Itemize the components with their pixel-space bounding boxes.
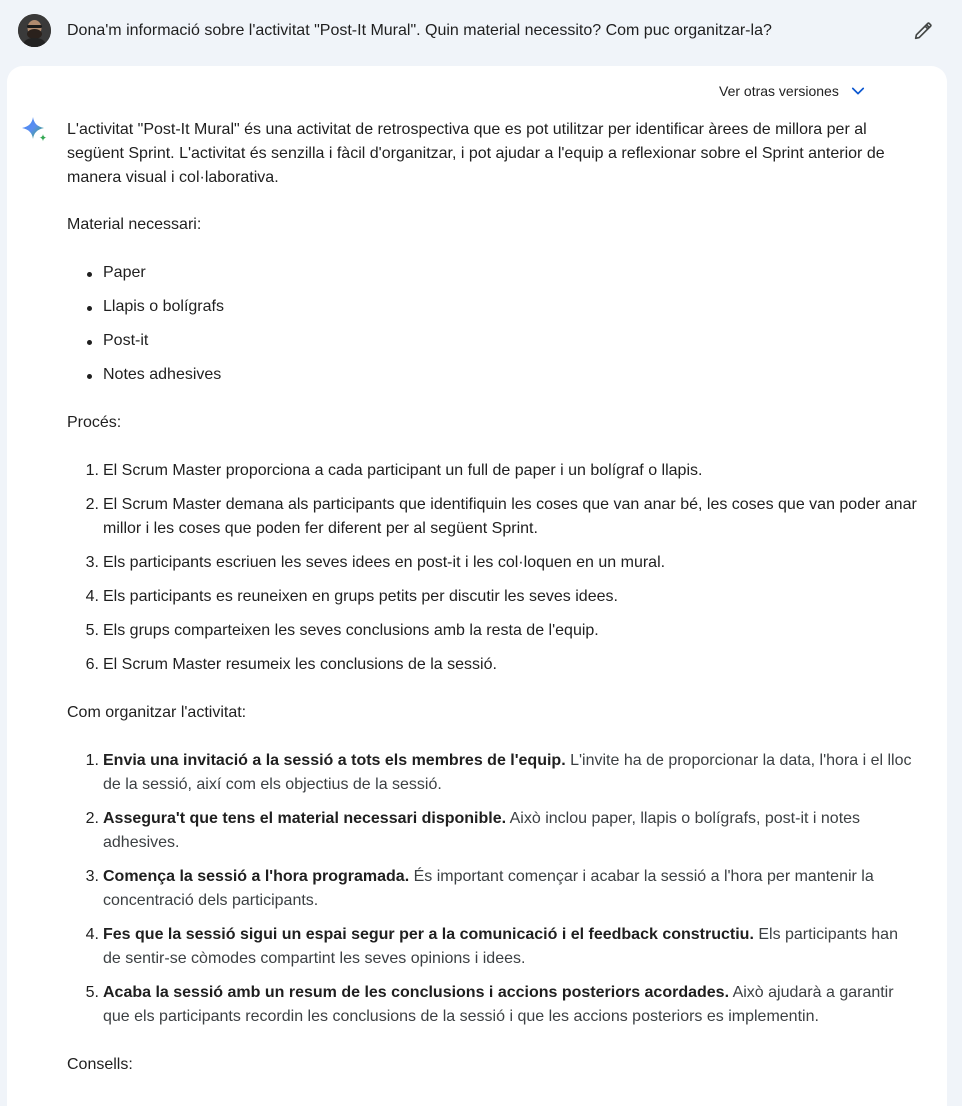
list-item: Llapis o bolígrafs — [67, 295, 917, 319]
edit-prompt-button[interactable] — [910, 18, 936, 44]
response-card — [7, 66, 947, 1106]
material-heading: Material necessari: — [67, 216, 202, 233]
list-item: Paper — [67, 261, 917, 285]
step-bold-text: Assegura't que tens el material necessari disponible. — [103, 810, 507, 827]
list-item: 3. Comença la sessió a l'hora programada. És important començar i acabar la sessió a l'hora per mantenir la concentració dels participants. — [85, 868, 874, 909]
list-item: Notes adhesives — [67, 363, 917, 387]
other-versions-toggle[interactable] — [719, 80, 867, 102]
process-step-text: Els grups comparteixen les seves conclusions amb la resta de l'equip. — [103, 622, 599, 639]
step-detail-text: L'invite ha de proporcionar la data, l'hora i el lloc de la sessió, així com els objectius de la sessió. — [103, 752, 912, 793]
process-step-text: El Scrum Master resumeix les conclusions de la sessió. — [103, 656, 497, 673]
sparkle-icon — [21, 116, 49, 144]
list-item: 5. Els grups comparteixen les seves conclusions amb la resta de l'equip. — [85, 622, 599, 639]
step-detail-text: És important començar i acabar la sessió a l'hora per mantenir la concentració dels participants. — [103, 868, 874, 909]
step-bold-text: Comença la sessió a l'hora programada. — [103, 868, 410, 885]
step-detail-text: Els participants han de sentir-se còmodes compartint les seves opinions i idees. — [103, 926, 898, 967]
list-item: 2. Assegura't que tens el material necessari disponible. Això inclou paper, llapis o bolígrafs, post-it i notes adhesives. — [85, 810, 861, 851]
organize-steps-list — [67, 749, 917, 1029]
pencil-icon — [912, 20, 934, 42]
other-versions-label: Ver otras versiones — [719, 83, 839, 99]
user-avatar — [18, 14, 51, 47]
list-item: 6. El Scrum Master resumeix les conclusions de la sessió. — [85, 656, 497, 673]
list-item: 1. El Scrum Master proporciona a cada participant un full de paper i un bolígraf o llapis. — [85, 462, 703, 479]
organize-heading: Com organitzar l'activitat: — [67, 704, 247, 721]
process-step-text: El Scrum Master proporciona a cada participant un full de paper i un bolígraf o llapis. — [103, 462, 703, 479]
response-content — [67, 118, 917, 1101]
user-prompt-text: Dona'm informació sobre l'activitat "Post-It Mural". Quin material necessito? Com puc organitzar-la? — [67, 22, 772, 39]
user-message-row — [0, 0, 962, 62]
materials-list — [67, 261, 917, 387]
list-item: 4. Els participants es reuneixen en grups petits per discutir les seves idees. — [85, 588, 618, 605]
process-step-text: El Scrum Master demana als participants que identifiquin les coses que van anar bé, les coses que van poder anar millor i les coses que poden fer diferent per al següent Sprint. — [103, 496, 917, 537]
tips-heading: Consells: — [67, 1056, 133, 1073]
step-bold-text: Acaba la sessió amb un resum de les conclusions i accions posteriors acordades. — [103, 984, 730, 1001]
step-bold-text: Envia una invitació a la sessió a tots els membres de l'equip. — [103, 752, 566, 769]
list-item: Post-it — [67, 329, 917, 353]
step-detail-text: Això inclou paper, llapis o bolígrafs, post-it i notes adhesives. — [103, 810, 861, 851]
list-item: 5. Acaba la sessió amb un resum de les conclusions i accions posteriors acordades. Això ajudarà a garantir que els participants recordin les conclusions de la sessió i que les accions posteriors es implementin. — [85, 984, 894, 1025]
response-intro: L'activitat "Post-It Mural" és una activitat de retrospectiva que es pot utilitzar per identificar àrees de millora per al següent Sprint. L'activitat és senzilla i fàcil d'organitzar, i pot ajudar a l'equip a reflexionar sobre el Sprint anterior de manera visual i col·laborativa. — [67, 121, 885, 186]
list-item: 2. El Scrum Master demana als participants que identifiquin les coses que van anar bé, les coses que van poder anar millor i les coses que poden fer diferent per al següent Sprint. — [85, 496, 917, 537]
chevron-down-icon — [849, 82, 867, 100]
process-steps-list — [67, 459, 917, 677]
process-step-text: Els participants escriuen les seves idees en post-it i les col·loquen en un mural. — [103, 554, 666, 571]
list-item: 4. Fes que la sessió sigui un espai segur per a la comunicació i el feedback constructiu. Els participants han de sentir-se còmodes compartint les seves opinions i idees. — [85, 926, 898, 967]
process-heading: Procés: — [67, 414, 122, 431]
list-item: 1. Envia una invitació a la sessió a tots els membres de l'equip. L'invite ha de proporcionar la data, l'hora i el lloc de la sessió, així com els objectius de la sessió. — [85, 752, 912, 793]
step-bold-text: Fes que la sessió sigui un espai segur per a la comunicació i el feedback constructiu. — [103, 926, 754, 943]
list-item: 3. Els participants escriuen les seves idees en post-it i les col·loquen en un mural. — [85, 554, 666, 571]
step-detail-text: Això ajudarà a garantir que els participants recordin les conclusions de la sessió i que les accions posteriors es implementin. — [103, 984, 894, 1025]
process-step-text: Els participants es reuneixen en grups petits per discutir les seves idees. — [103, 588, 618, 605]
